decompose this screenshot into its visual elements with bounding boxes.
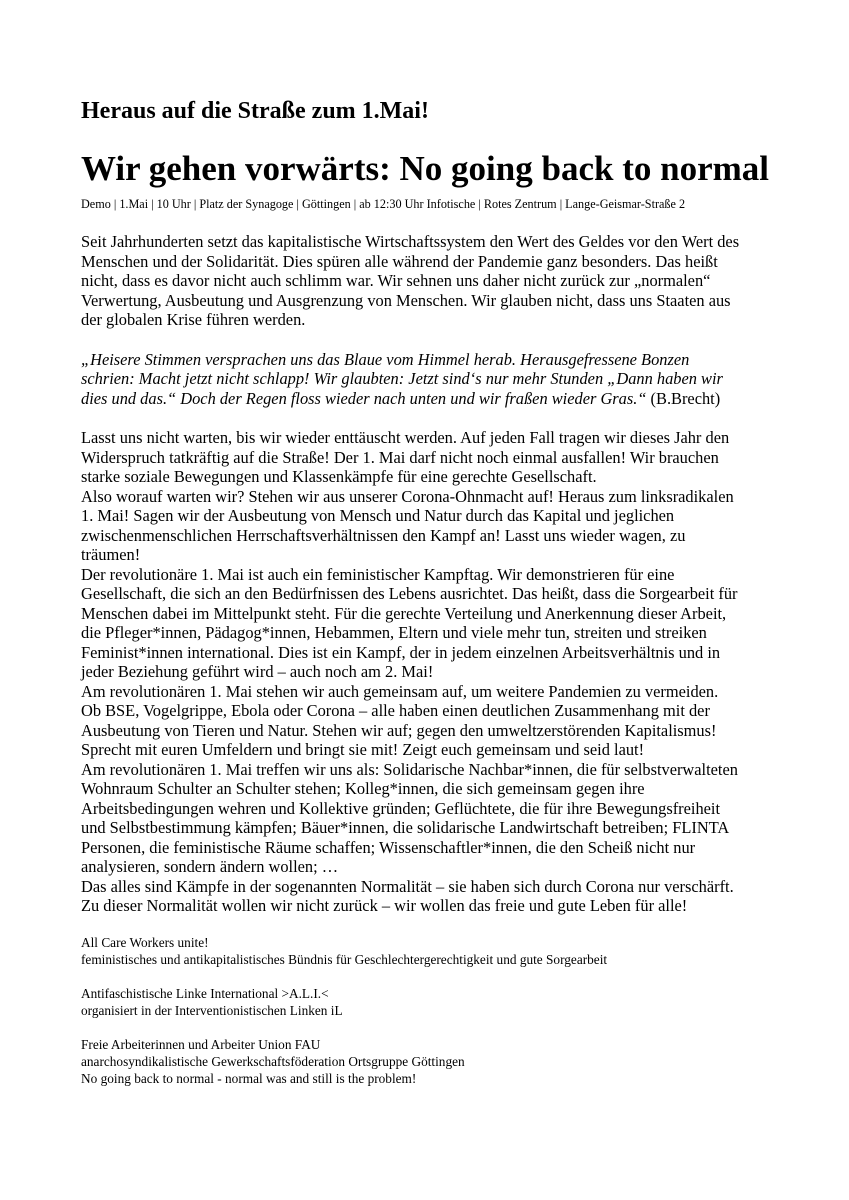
- signer-description: organisiert in der Interventionistischen Linken iL: [81, 1002, 343, 1018]
- main-paragraph: [81, 428, 781, 916]
- text-line: die Pfleger*innen, Pädagog*innen, Hebammen, Eltern und viele mehr tun, streiten und streiken: [81, 623, 707, 642]
- signer-description: anarchosyndikalistische Gewerkschaftsföderation Ortsgruppe Göttingen: [81, 1053, 465, 1069]
- brecht-quote: [81, 350, 781, 409]
- text-line: 1. Mai! Sagen wir der Ausbeutung von Mensch und Natur durch das Kapital und jeglichen: [81, 506, 675, 525]
- text-line: nicht, dass es davor nicht auch schlimm war. Wir sehnen uns daher nicht zurück zur „normalen“: [81, 271, 711, 290]
- text-line: der globalen Krise führen werden.: [81, 310, 306, 329]
- text-line: Lasst uns nicht warten, bis wir wieder enttäuscht werden. Auf jeden Fall tragen wir dieses Jahr den: [81, 428, 730, 447]
- text-line: starke soziale Bewegungen und Klassenkämpfe für eine gerechte Gesellschaft.: [81, 467, 597, 486]
- text-line: Arbeitsbedingungen wehren und Kollektive gründen; Geflüchtete, die für ihre Bewegungsfreiheit: [81, 798, 721, 818]
- text-line: Sprecht mit euren Umfeldern und bringt sie mit! Zeigt euch gemeinsam und seid laut!: [81, 740, 645, 759]
- event-info-line: Demo | 1.Mai | 10 Uhr | Platz der Synagoge | Göttingen | ab 12:30 Uhr Infotische | Rotes Zentrum | Lange-Geismar-Straße 2: [81, 197, 686, 211]
- text-line: und Selbstbestimmung kämpfen; Bäuer*innen, die solidarische Landwirtschaft betreiben; FLINTA: [81, 818, 730, 837]
- signer-description: feministisches und antikapitalistisches Bündnis für Geschlechtergerechtigkeit und gute Sorgearbeit: [81, 951, 608, 967]
- signer-name: All Care Workers unite!: [81, 934, 209, 950]
- text-line: Personen, die feministische Räume schaffen; Wissenschaftler*innen, die den Scheiß nicht nur: [81, 837, 696, 857]
- text-line: Ob BSE, Vogelgrippe, Ebola oder Corona – alle haben einen deutlichen Zusammenhang mit der: [81, 701, 710, 720]
- text-line: Verwertung, Ausbeutung und Ausgrenzung von Menschen. Wir glauben nicht, dass uns Staaten aus: [81, 290, 731, 310]
- signers-list: [81, 934, 781, 1087]
- document-page: [81, 96, 781, 1104]
- text-line: Menschen und der Solidarität. Dies spüren alle während der Pandemie ganz besonders. Das heißt: [81, 251, 718, 271]
- text-line: zwischenmenschlichen Herrschaftsverhältnissen den Kampf an! Lasst uns wieder wagen, zu: [81, 525, 686, 545]
- text-line: Ausbeutung von Tieren und Natur. Stehen wir auf; gegen den umweltzerstörenden Kapitalismus!: [81, 720, 717, 740]
- text-line: Widerspruch tatkräftig auf die Straße! Der 1. Mai darf nicht noch einmal ausfallen! Wir brauchen: [81, 447, 719, 467]
- quote-line: „Heisere Stimmen versprachen uns das Blaue vom Himmel herab. Herausgefressene Bonzen: [81, 349, 690, 369]
- signer-care-workers: [81, 934, 781, 968]
- document-body: [81, 232, 781, 916]
- quote-line: dies und das.“ Doch der Regen floss wieder nach unten und wir fraßen wieder Gras.“: [81, 388, 647, 408]
- signer-name: Freie Arbeiterinnen und Arbeiter Union FAU: [81, 1036, 321, 1052]
- quote-line: schrien: Macht jetzt nicht schlapp! Wir glaubten: Jetzt sind‘s nur mehr Stunden „Dann haben wir: [81, 369, 723, 388]
- text-line: Der revolutionäre 1. Mai ist auch ein feministischer Kampftag. Wir demonstrieren für eine: [81, 564, 675, 584]
- signer-name: Antifaschistische Linke International >A.L.I.<: [81, 985, 329, 1001]
- document-title: Wir gehen vorwärts: No going back to normal: [81, 149, 769, 188]
- text-line: jeder Beziehung geführt wird – auch noch am 2. Mai!: [81, 662, 434, 681]
- text-line: Am revolutionären 1. Mai stehen wir auch gemeinsam auf, um weitere Pandemien zu vermeiden.: [81, 681, 719, 701]
- text-line: Zu dieser Normalität wollen wir nicht zurück – wir wollen das freie und gute Leben für alle!: [81, 896, 688, 915]
- text-line: analysieren, sondern ändern wollen; …: [81, 857, 339, 876]
- text-line: Also worauf warten wir? Stehen wir aus unserer Corona-Ohnmacht auf! Heraus zum linksradikalen: [81, 486, 734, 506]
- intro-paragraph: [81, 232, 781, 330]
- text-line: Das alles sind Kämpfe in der sogenannten Normalität – sie haben sich durch Corona nur verschärft.: [81, 876, 734, 896]
- text-line: Menschen dabei im Mittelpunkt steht. Für die gerechte Verteilung und Anerkennung dieser Arbeit,: [81, 603, 727, 623]
- text-line: Wohnraum Schulter an Schulter stehen; Kolleg*innen, die sich gemeinsam gegen ihre: [81, 779, 645, 798]
- text-line: Gesellschaft, die sich an den Bedürfnissen des Lebens ausrichtet. Das heißt, dass die Sorgearbeit für: [81, 584, 738, 603]
- quote-attribution: (B.Brecht): [646, 388, 721, 408]
- text-line: Am revolutionären 1. Mai treffen wir uns als: Solidarische Nachbar*innen, die für selbstverwalteten: [81, 759, 738, 779]
- signer-fau: [81, 1036, 781, 1087]
- signer-slogan: No going back to normal - normal was and still is the problem!: [81, 1070, 417, 1086]
- document-subtitle: Heraus auf die Straße zum 1.Mai!: [81, 98, 429, 124]
- text-line: Seit Jahrhunderten setzt das kapitalistische Wirtschaftssystem den Wert des Geldes vor den Wert des: [81, 232, 740, 251]
- text-line: Feminist*innen international. Dies ist ein Kampf, der in jedem einzelnen Arbeitsverhältnis und in: [81, 642, 721, 662]
- text-line: träumen!: [81, 545, 141, 564]
- signer-ali: [81, 985, 781, 1019]
